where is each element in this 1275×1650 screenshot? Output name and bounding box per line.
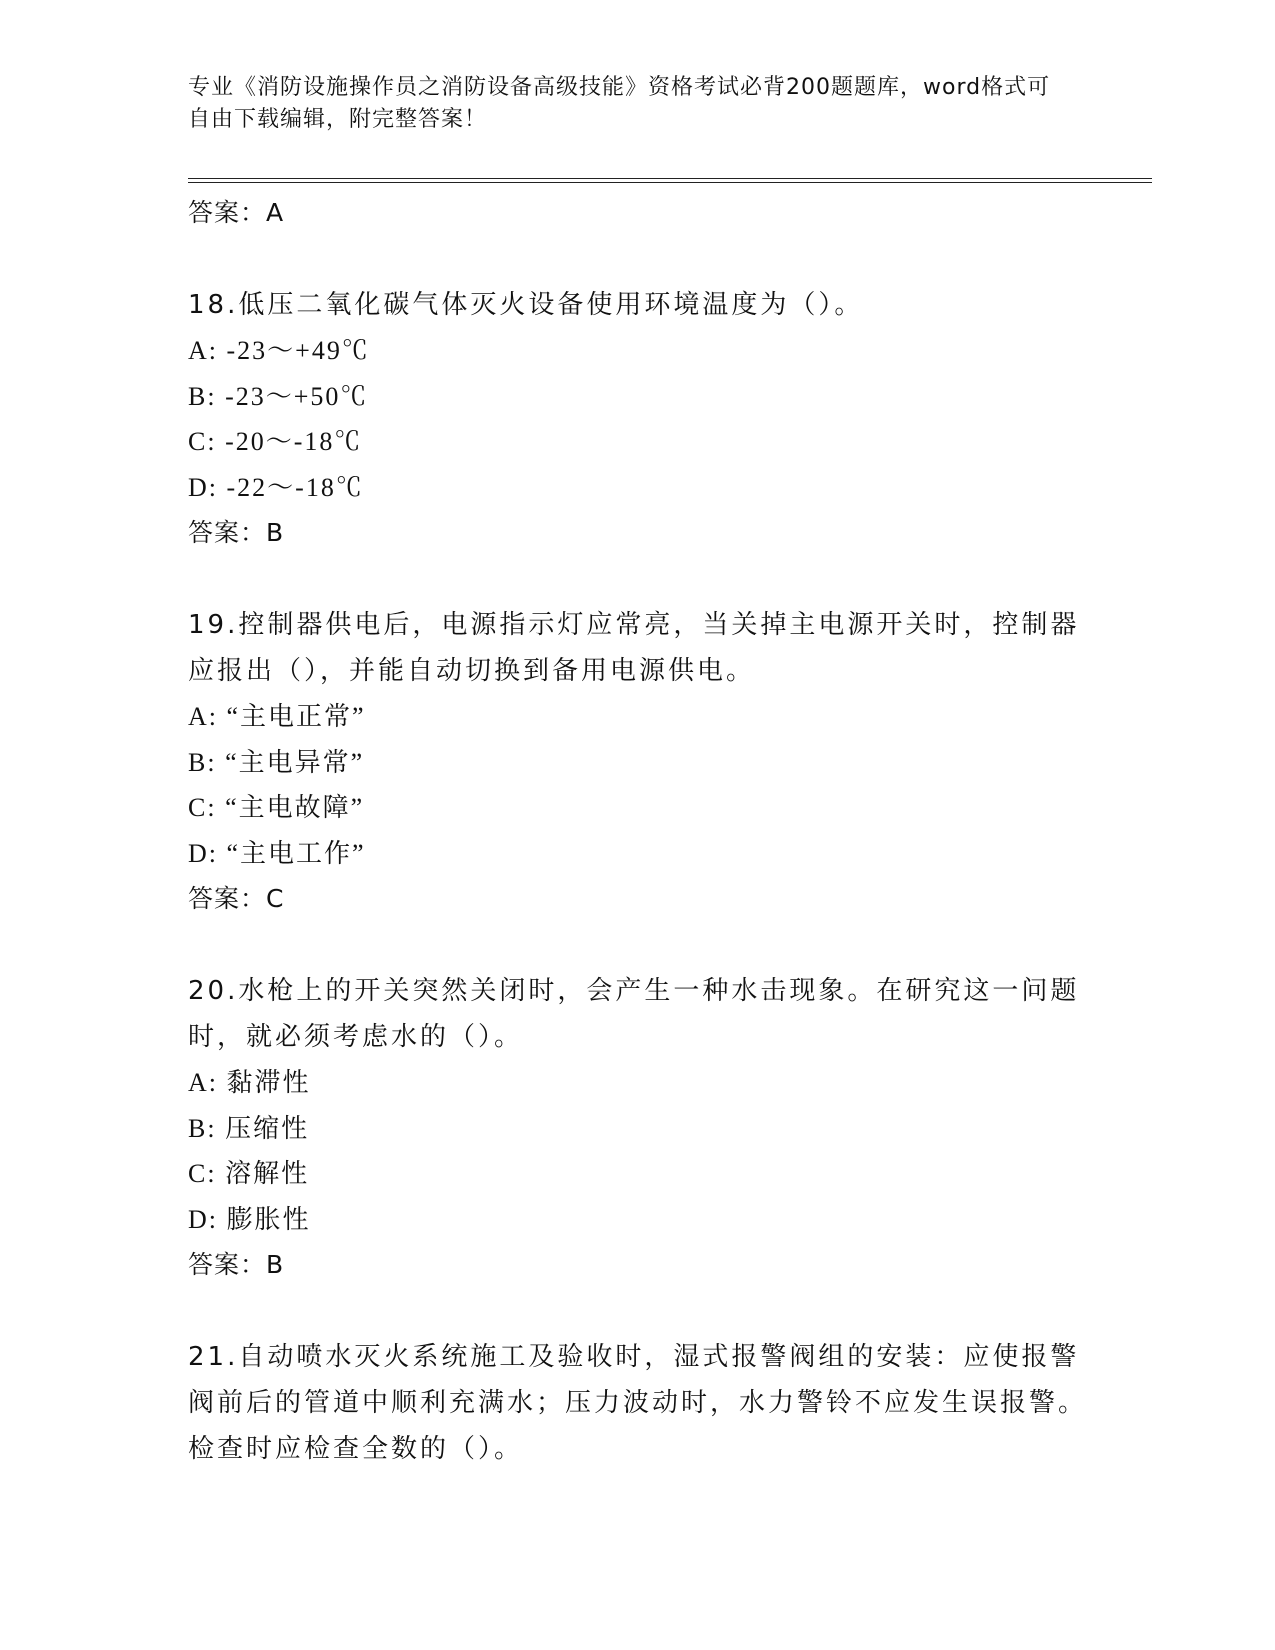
question-block-21 [188, 1334, 1088, 1472]
answer-line: 答案：B [188, 1250, 285, 1279]
question-block-19 [188, 602, 1088, 922]
question-block-20 [188, 968, 1088, 1288]
option-d: D: -22～-18℃ [188, 472, 364, 502]
option-c: C: “主电故障” [188, 793, 365, 822]
option-d: D: 膨胀性 [188, 1204, 311, 1234]
option-a: A: “主电正常” [188, 702, 366, 731]
question-text: 21.自动喷水灭火系统施工及验收时，湿式报警阀组的安装：应使报警阀前后的管道中顺利充满水；压力波动时，水力警铃不应发生误报警。检查时应检查全数的（）。 [188, 1342, 1088, 1464]
answer-line: 答案：B [188, 518, 285, 547]
option-a: A: 黏滞性 [188, 1068, 311, 1097]
answer-line: 答案：C [188, 884, 285, 913]
answer-line: 答案：A [188, 198, 285, 227]
question-block-18 [188, 282, 1088, 556]
question-list [188, 188, 1088, 1472]
question-text: 19.控制器供电后，电源指示灯应常亮，当关掉主电源开关时，控制器应报出（），并能自动切换到备用电源供电。 [188, 610, 1080, 686]
question-text: 20.水枪上的开关突然关闭时，会产生一种水击现象。在研究这一问题时，就必须考虑水的（）。 [188, 976, 1080, 1052]
option-b: B: -23～+50℃ [188, 381, 369, 411]
option-c: C: -20～-18℃ [188, 427, 363, 456]
question-text: 18.低压二氧化碳气体灭火设备使用环境温度为（）。 [188, 290, 864, 320]
spacer [188, 556, 1088, 602]
header-text: 专业《消防设施操作员之消防设备高级技能》资格考试必背200题题库，word格式可自由下载编辑，附完整答案！ [188, 75, 1051, 132]
option-a: A: -23～+49℃ [188, 336, 370, 365]
option-c: C: 溶解性 [188, 1159, 310, 1188]
option-d: D: “主电工作” [188, 838, 366, 868]
spacer [188, 922, 1088, 968]
document-header [188, 72, 1068, 136]
option-b: B: 压缩性 [188, 1113, 310, 1143]
header-divider-bottom [188, 182, 1152, 183]
spacer [188, 1288, 1088, 1334]
header-divider-top [188, 178, 1152, 179]
spacer [188, 236, 1088, 282]
option-b: B: “主电异常” [188, 747, 365, 777]
